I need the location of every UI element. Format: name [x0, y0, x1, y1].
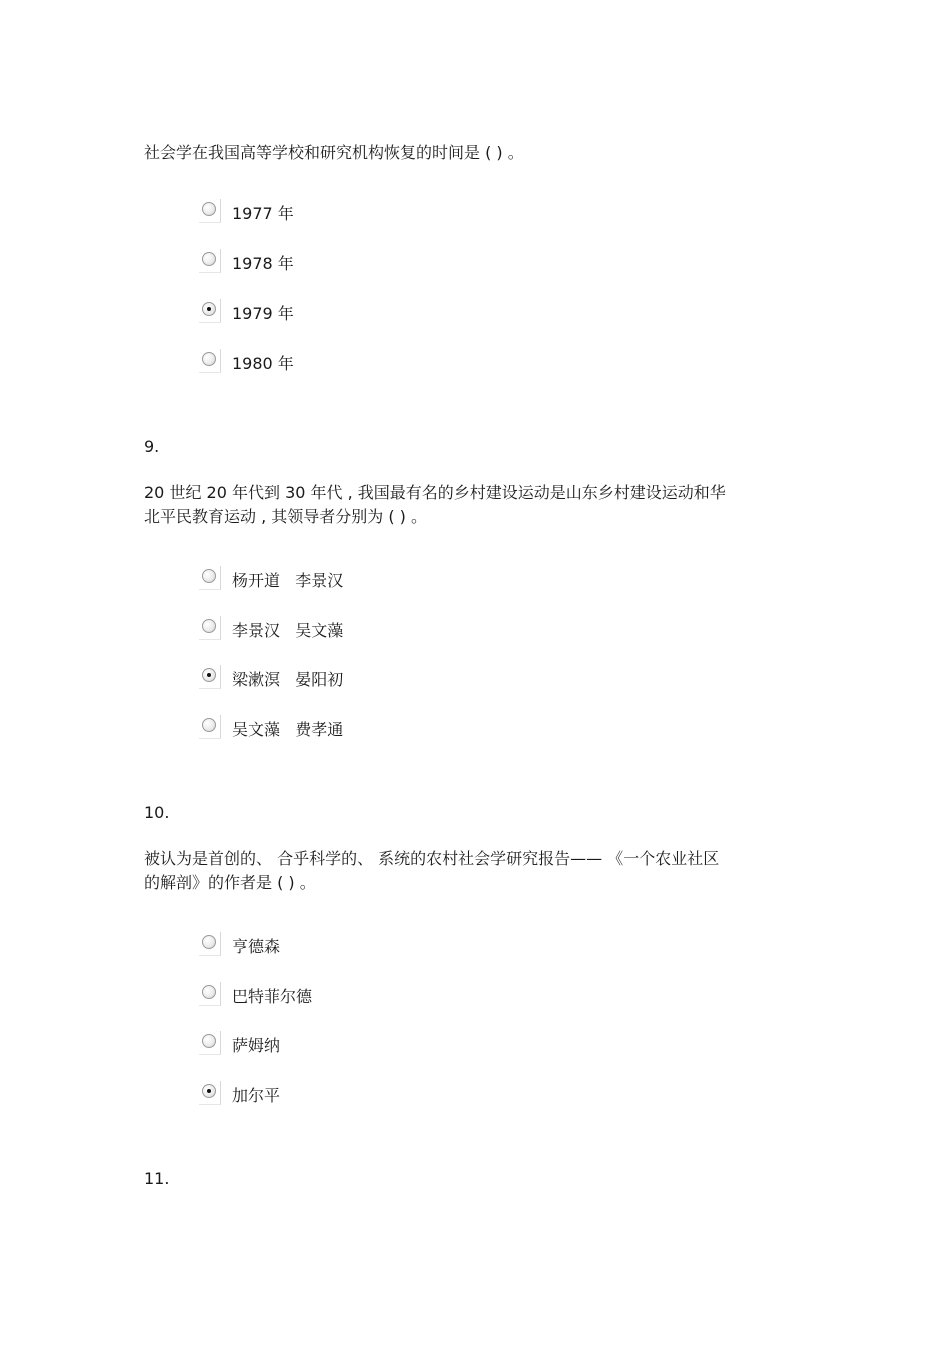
radio-frame	[199, 566, 221, 590]
question-10-option-4[interactable]	[199, 1081, 280, 1107]
question-10-number: 10.	[144, 803, 170, 822]
question-10-text	[144, 847, 824, 895]
option-label: 1978 年	[232, 254, 294, 273]
radio-unselected-icon[interactable]	[202, 619, 216, 633]
option-label: 梁漱溟 晏阳初	[232, 670, 344, 689]
question-9-option-3[interactable]	[199, 665, 343, 691]
question-10-option-1[interactable]	[199, 932, 280, 958]
radio-unselected-icon[interactable]	[202, 352, 216, 366]
radio-unselected-icon[interactable]	[202, 569, 216, 583]
question-9-option-4[interactable]	[199, 715, 343, 741]
question-8-option-4[interactable]	[199, 349, 294, 375]
radio-selected-icon[interactable]	[202, 1084, 216, 1098]
option-label: 萨姆纳	[232, 1036, 281, 1055]
option-label: 杨开道 李景汉	[232, 571, 344, 590]
radio-selected-icon[interactable]	[202, 668, 216, 682]
radio-frame	[199, 349, 221, 373]
radio-unselected-icon[interactable]	[202, 252, 216, 266]
radio-unselected-icon[interactable]	[202, 1034, 216, 1048]
radio-frame	[199, 616, 221, 640]
radio-unselected-icon[interactable]	[202, 985, 216, 999]
question-9-text	[144, 481, 824, 529]
question-10-line-1: 被认为是首创的、 合乎科学的、 系统的农村社会学研究报告—— 《一个农业社区	[144, 849, 720, 868]
question-8-option-3[interactable]	[199, 299, 294, 325]
radio-frame	[199, 1031, 221, 1055]
radio-unselected-icon[interactable]	[202, 935, 216, 949]
radio-frame	[199, 932, 221, 956]
question-9-option-1[interactable]	[199, 566, 343, 592]
question-10-option-3[interactable]	[199, 1031, 280, 1057]
option-label: 加尔平	[232, 1086, 281, 1105]
radio-frame	[199, 982, 221, 1006]
question-11-number: 11.	[144, 1169, 170, 1188]
question-8-text	[144, 141, 824, 165]
option-label: 亨德森	[232, 937, 281, 956]
question-9-line-1: 20 世纪 20 年代到 30 年代 , 我国最有名的乡村建设运动是山东乡村建设运动和华	[144, 483, 726, 502]
option-label: 1980 年	[232, 354, 294, 373]
question-9-option-2[interactable]	[199, 616, 343, 642]
radio-unselected-icon[interactable]	[202, 202, 216, 216]
radio-frame	[199, 249, 221, 273]
radio-frame	[199, 715, 221, 739]
question-8-option-2[interactable]	[199, 249, 294, 275]
radio-frame	[199, 299, 221, 323]
radio-frame	[199, 199, 221, 223]
radio-unselected-icon[interactable]	[202, 718, 216, 732]
option-label: 李景汉 吴文藻	[232, 621, 344, 640]
radio-frame	[199, 1081, 221, 1105]
question-9-number: 9.	[144, 437, 160, 456]
option-label: 巴特菲尔德	[232, 987, 313, 1006]
question-10-line-2: 的解剖》的作者是 ( ) 。	[144, 873, 316, 892]
option-label: 1979 年	[232, 304, 294, 323]
option-label: 吴文藻 费孝通	[232, 720, 344, 739]
radio-frame	[199, 665, 221, 689]
radio-selected-icon[interactable]	[202, 302, 216, 316]
question-10-option-2[interactable]	[199, 982, 312, 1008]
question-8-option-1[interactable]	[199, 199, 294, 225]
option-label: 1977 年	[232, 204, 294, 223]
question-9-line-2: 北平民教育运动 , 其领导者分别为 ( ) 。	[144, 507, 428, 526]
question-8-line-1: 社会学在我国高等学校和研究机构恢复的时间是 ( ) 。	[144, 143, 524, 162]
